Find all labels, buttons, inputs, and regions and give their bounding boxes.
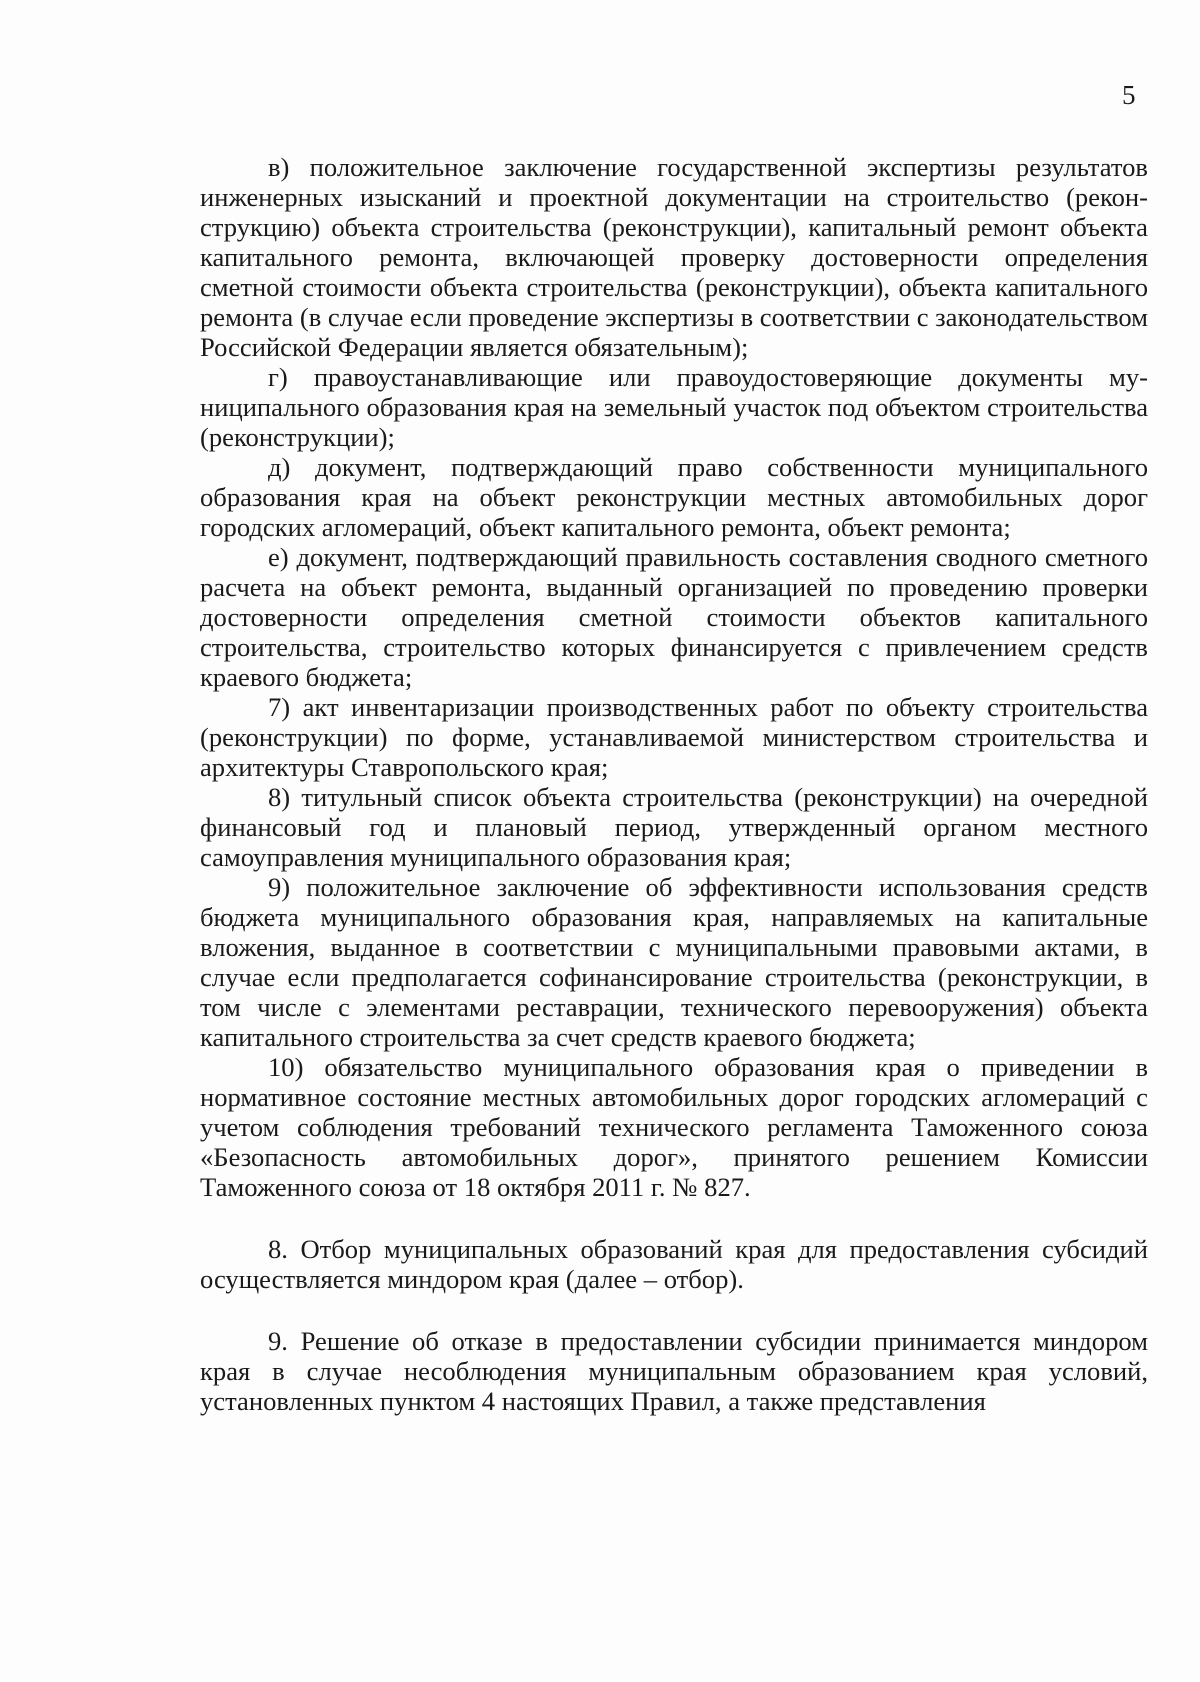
- paragraph-item-10: 10) обязательство муниципального образования края о приведении в нормативное состояние местных автомобильных дорог городских агломераций с учетом соблюдения требований технического регламента Таможенного союза «Безопасность автомобильных дорог», принятого решением Комиссии Таможенного союза от 18 октября 2011 г. № 827.: [200, 1052, 1148, 1202]
- section-spacer: [200, 1202, 1148, 1234]
- section-spacer: [200, 1294, 1148, 1326]
- paragraph-item-9: 9) положительное заключение об эффективности использования средств бюджета муниципального образования края, направляемых на капитальные вложения, выданное в соответствии с муниципальными правовыми актами, в случае если предполагается софинансирование строительства (реконструкции, в том числе с элементами реставрации, технического перевооружения) объекта капитального строительства за счет средств краевого бюджета;: [200, 872, 1148, 1052]
- paragraph-item-8: 8) титульный список объекта строительства (реконструкции) на очередной финансовый год и плановый период, утвержденный органом местного самоуправления муниципального образования края;: [200, 782, 1148, 872]
- paragraph-d: д) документ, подтверждающий право собственности муниципального образования края на объект реконструкции местных автомобильных дорог городских агломераций, объект капитального ремонта, объект ремонта;: [200, 452, 1148, 542]
- paragraph-v: в) положительное заключение государственной экспертизы результатов инженерных изысканий и проектной документации на строительство (реконструкцию) объекта строительства (реконструкции), капитальный ремонт объекта капитального ремонта, включающей проверку достоверности определения сметной стоимости объекта строительства (реконструкции), объекта капитального ремонта (в случае если проведение экспертизы в соответствии с законодательством Российской Федерации является обязательным);: [200, 152, 1148, 362]
- paragraph-section-8: 8. Отбор муниципальных образований края для предоставления субсидий осуществляется миндором края (далее – отбор).: [200, 1234, 1148, 1294]
- paragraph-section-9: 9. Решение об отказе в предоставлении субсидии принимается миндором края в случае несоблюдения муниципальным образованием края условий, установленных пунктом 4 настоящих Правил, а также представления: [200, 1326, 1148, 1416]
- paragraph-item-7: 7) акт инвентаризации производственных работ по объекту строительства (реконструкции) по форме, устанавливаемой министерством строительства и архитектуры Ставропольского края;: [200, 692, 1148, 782]
- paragraph-e: е) документ, подтверждающий правильность составления сводного сметного расчета на объект ремонта, выданный организацией по проведению проверки достоверности определения сметной стоимости объектов капитального строительства, строительство которых финансируется с привлечением средств краевого бюджета;: [200, 542, 1148, 692]
- document-body: [200, 152, 1148, 1416]
- page-number: 5: [1122, 80, 1136, 110]
- paragraph-g: г) правоустанавливающие или правоудостоверяющие документы муниципального образования края на земельный участок под объектом строительства (реконструкции);: [200, 362, 1148, 452]
